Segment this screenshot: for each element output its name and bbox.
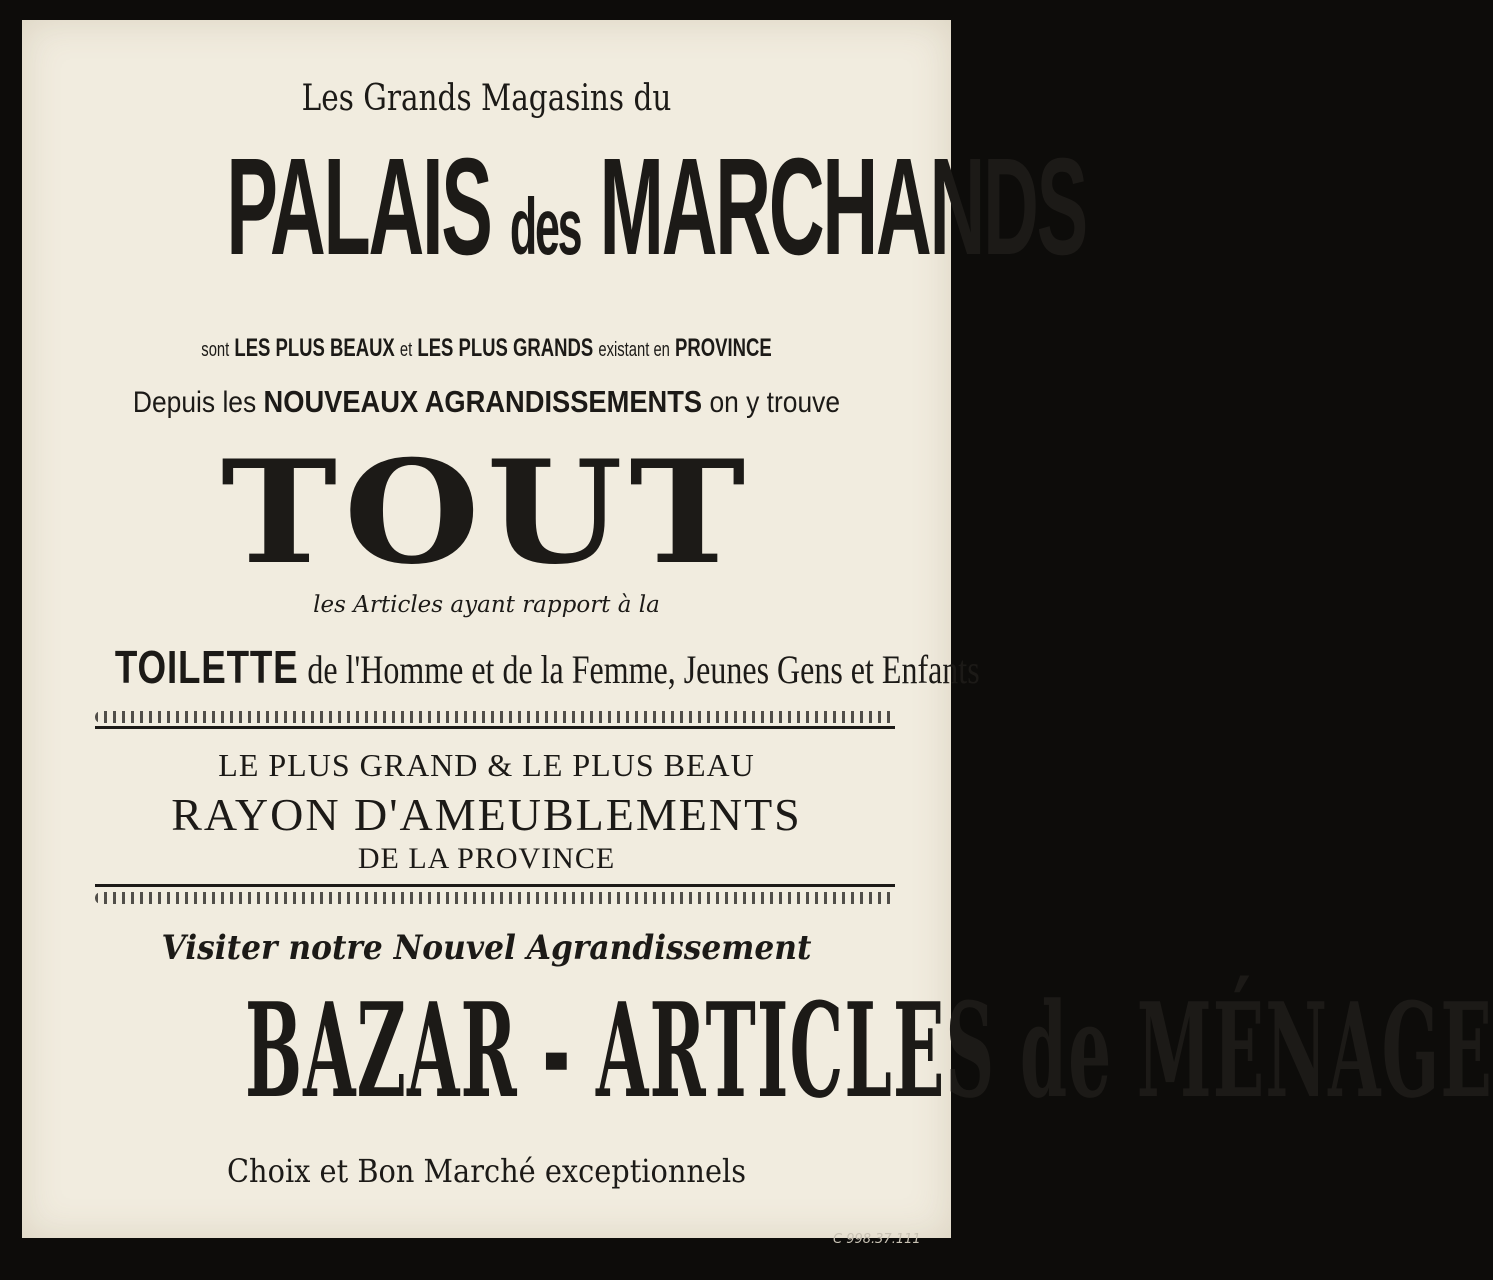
on-y-trouve-text: on y trouve [709, 386, 841, 419]
tout-heading: TOUT [220, 430, 753, 596]
tagline-plus-grands: LES PLUS GRANDS [417, 334, 594, 362]
catalog-number: C 998.37.111 [833, 1232, 921, 1247]
ornamental-divider-top [95, 710, 895, 732]
articles-line: les Articles ayant rapport à la [313, 592, 660, 618]
tagline-existant: existant en [598, 339, 670, 361]
title-des: des [509, 182, 581, 271]
visiter-line: Visiter notre Nouvel Agrandissement [161, 928, 812, 968]
tagline [143, 334, 830, 363]
main-title [226, 130, 1086, 284]
poster [22, 20, 1493, 1238]
title-palais: PALAIS [226, 130, 491, 284]
tagline-plus-beaux: LES PLUS BEAUX [234, 334, 395, 362]
title-marchands: MARCHANDS [599, 130, 1086, 284]
depuis-text: Depuis les [132, 386, 257, 419]
agrandissements-line [78, 384, 896, 420]
toilette-rest: de l'Homme et de la Femme, Jeunes Gens et Enfants [307, 647, 980, 692]
toilette-line [114, 640, 980, 694]
tagline-province: PROVINCE [675, 334, 772, 362]
ameublement-line3: DE LA PROVINCE [357, 842, 616, 875]
tagline-sont: sont [201, 339, 230, 361]
ameublement-line1: LE PLUS GRAND & LE PLUS BEAU [218, 747, 755, 783]
intro-line: Les Grands Magasins du [301, 78, 672, 119]
tagline-et: et [399, 339, 413, 361]
ornamental-divider-bottom [95, 884, 895, 906]
choix-line: Choix et Bon Marché exceptionnels [227, 1152, 746, 1190]
ameublement-line2: RAYON D'AMEUBLEMENTS [171, 789, 802, 840]
toilette-word: TOILETTE [114, 641, 299, 693]
bazar-heading: BAZAR - ARTICLES de MÉNAGE [244, 974, 1493, 1127]
nouveaux-text: NOUVEAUX AGRANDISSEMENTS [263, 384, 703, 419]
